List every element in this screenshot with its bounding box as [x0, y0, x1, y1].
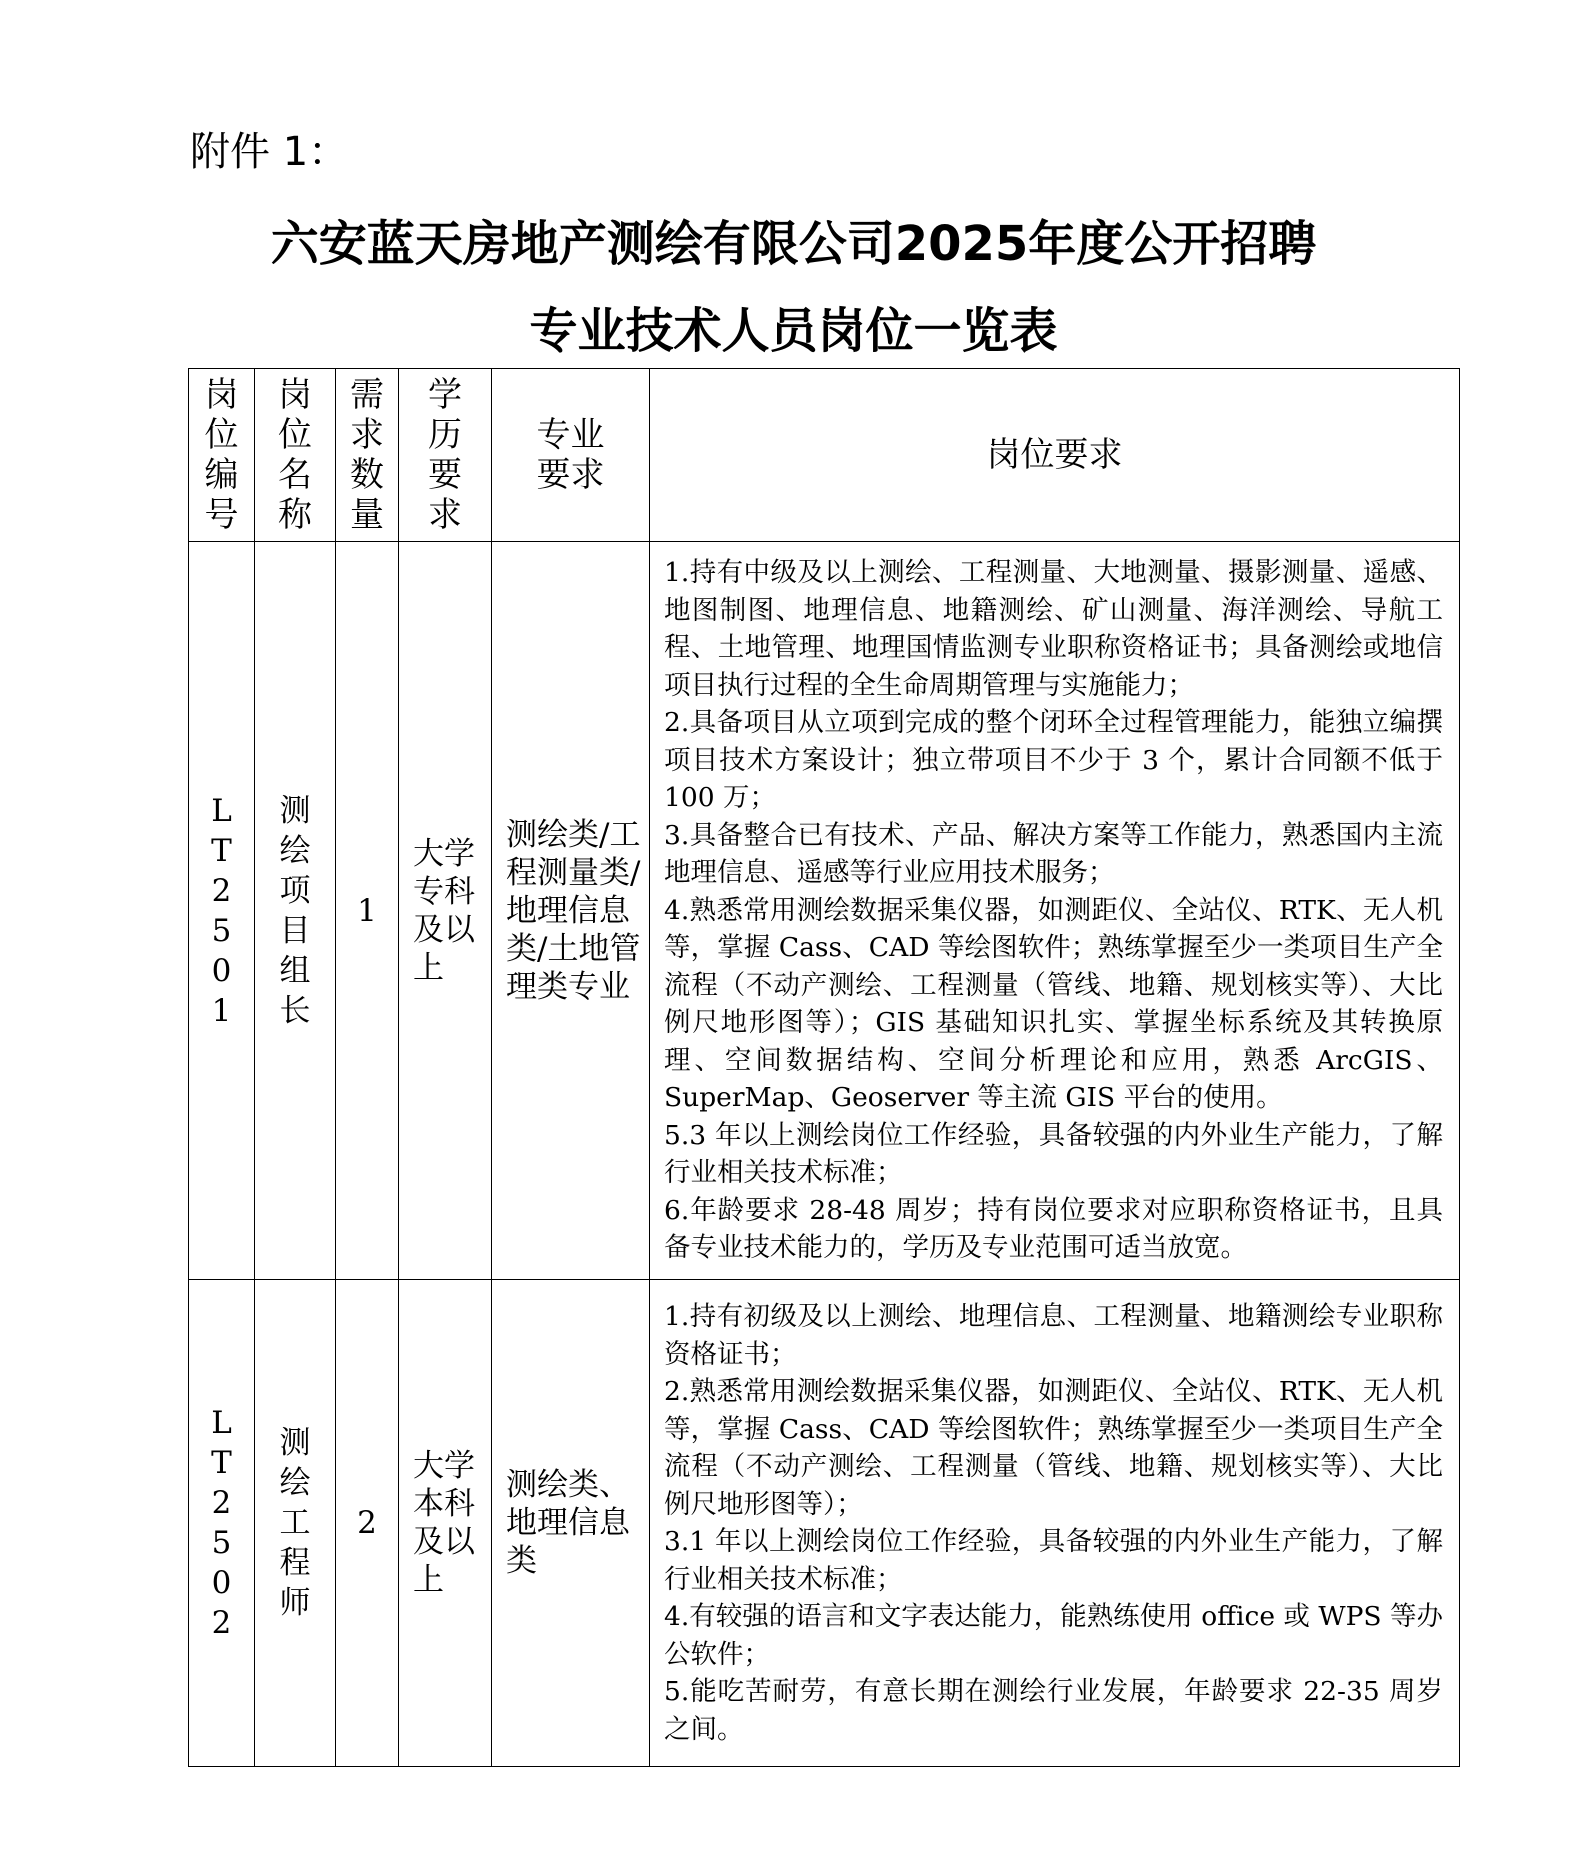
position-name: 测 绘 项 目 组 长 — [255, 542, 336, 1280]
position-code: L T 2 5 0 2 — [189, 1280, 255, 1767]
positions-table — [188, 368, 1460, 1767]
header-major: 专业 要求 — [492, 369, 650, 542]
education-requirement: 大学本科及以上 — [399, 1280, 492, 1767]
attachment-label: 附件 1： — [190, 129, 349, 175]
page-title-line-2: 专业技术人员岗位一览表 — [529, 303, 1058, 359]
requirement-item: 1.持有初级及以上测绘、地理信息、工程测量、地籍测绘专业职称资格证书； — [664, 1301, 1443, 1370]
major-requirement: 测绘类/工程测量类/地理信息类/土地管理类专业 — [492, 542, 650, 1280]
requirement-item: 3.1 年以上测绘岗位工作经验，具备较强的内外业生产能力，了解行业相关技术标准； — [664, 1526, 1443, 1595]
page-title-line-1: 六安蓝天房地产测绘有限公司2025年度公开招聘 — [270, 216, 1317, 272]
requirement-item: 3.具备整合已有技术、产品、解决方案等工作能力，熟悉国内主流地理信息、遥感等行业应用技术服务； — [664, 819, 1443, 889]
requirement-item: 5.能吃苦耐劳，有意长期在测绘行业发展，年龄要求 22-35 周岁之间。 — [664, 1676, 1443, 1745]
job-requirements — [650, 1280, 1460, 1767]
requirement-item: 2.具备项目从立项到完成的整个闭环全过程管理能力，能独立编撰项目技术方案设计；独立带项目不少于 3 个，累计合同额不低于 100 万； — [664, 707, 1443, 814]
header-position-name: 岗 位 名 称 — [255, 369, 336, 542]
requirement-item: 1.持有中级及以上测绘、工程测量、大地测量、摄影测量、遥感、地图制图、地理信息、地籍测绘、矿山测量、海洋测绘、导航工程、土地管理、地理国情监测专业职称资格证书；具备测绘或地信项目执行过程的全生命周期管理与实施能力； — [664, 557, 1443, 701]
table-row — [189, 1280, 1460, 1767]
requirement-item: 6.年龄要求 28-48 周岁；持有岗位要求对应职称资格证书，且具备专业技术能力的，学历及专业范围可适当放宽。 — [664, 1194, 1443, 1264]
headcount: 1 — [336, 542, 399, 1280]
table-row — [189, 542, 1460, 1280]
requirement-item: 4.有较强的语言和文字表达能力，能熟练使用 office 或 WPS 等办公软件； — [664, 1601, 1443, 1670]
header-position-code: 岗 位 编 号 — [189, 369, 255, 542]
headcount: 2 — [336, 1280, 399, 1767]
header-requirements: 岗位要求 — [650, 369, 1460, 542]
header-education: 学 历 要 求 — [399, 369, 492, 542]
requirement-item: 4.熟悉常用测绘数据采集仪器，如测距仪、全站仪、RTK、无人机等，掌握 Cass、CAD 等绘图软件；熟练掌握至少一类项目生产全流程（不动产测绘、工程测量（管线、地籍、规划核实等）、大比例尺地形图等）；GIS 基础知识扎实、掌握坐标系统及其转换原理、空间数据结构、空间分析理论和应用，熟悉 ArcGIS、SuperMap、Geoserver 等主流 GIS 平台的使用。 — [664, 894, 1443, 1114]
education-requirement: 大学专科及以上 — [399, 542, 492, 1280]
requirement-item: 5.3 年以上测绘岗位工作经验，具备较强的内外业生产能力，了解行业相关技术标准； — [664, 1119, 1443, 1189]
header-headcount: 需 求 数 量 — [336, 369, 399, 542]
position-name: 测 绘 工 程 师 — [255, 1280, 336, 1767]
major-requirement: 测绘类、地理信息类 — [492, 1280, 650, 1767]
job-requirements — [650, 542, 1460, 1280]
requirement-item: 2.熟悉常用测绘数据采集仪器，如测距仪、全站仪、RTK、无人机等，掌握 Cass、CAD 等绘图软件；熟练掌握至少一类项目生产全流程（不动产测绘、工程测量（管线、地籍、规划核实等）、大比例尺地形图等）； — [664, 1376, 1443, 1520]
table-header-row — [189, 369, 1460, 542]
position-code: L T 2 5 0 1 — [189, 542, 255, 1280]
